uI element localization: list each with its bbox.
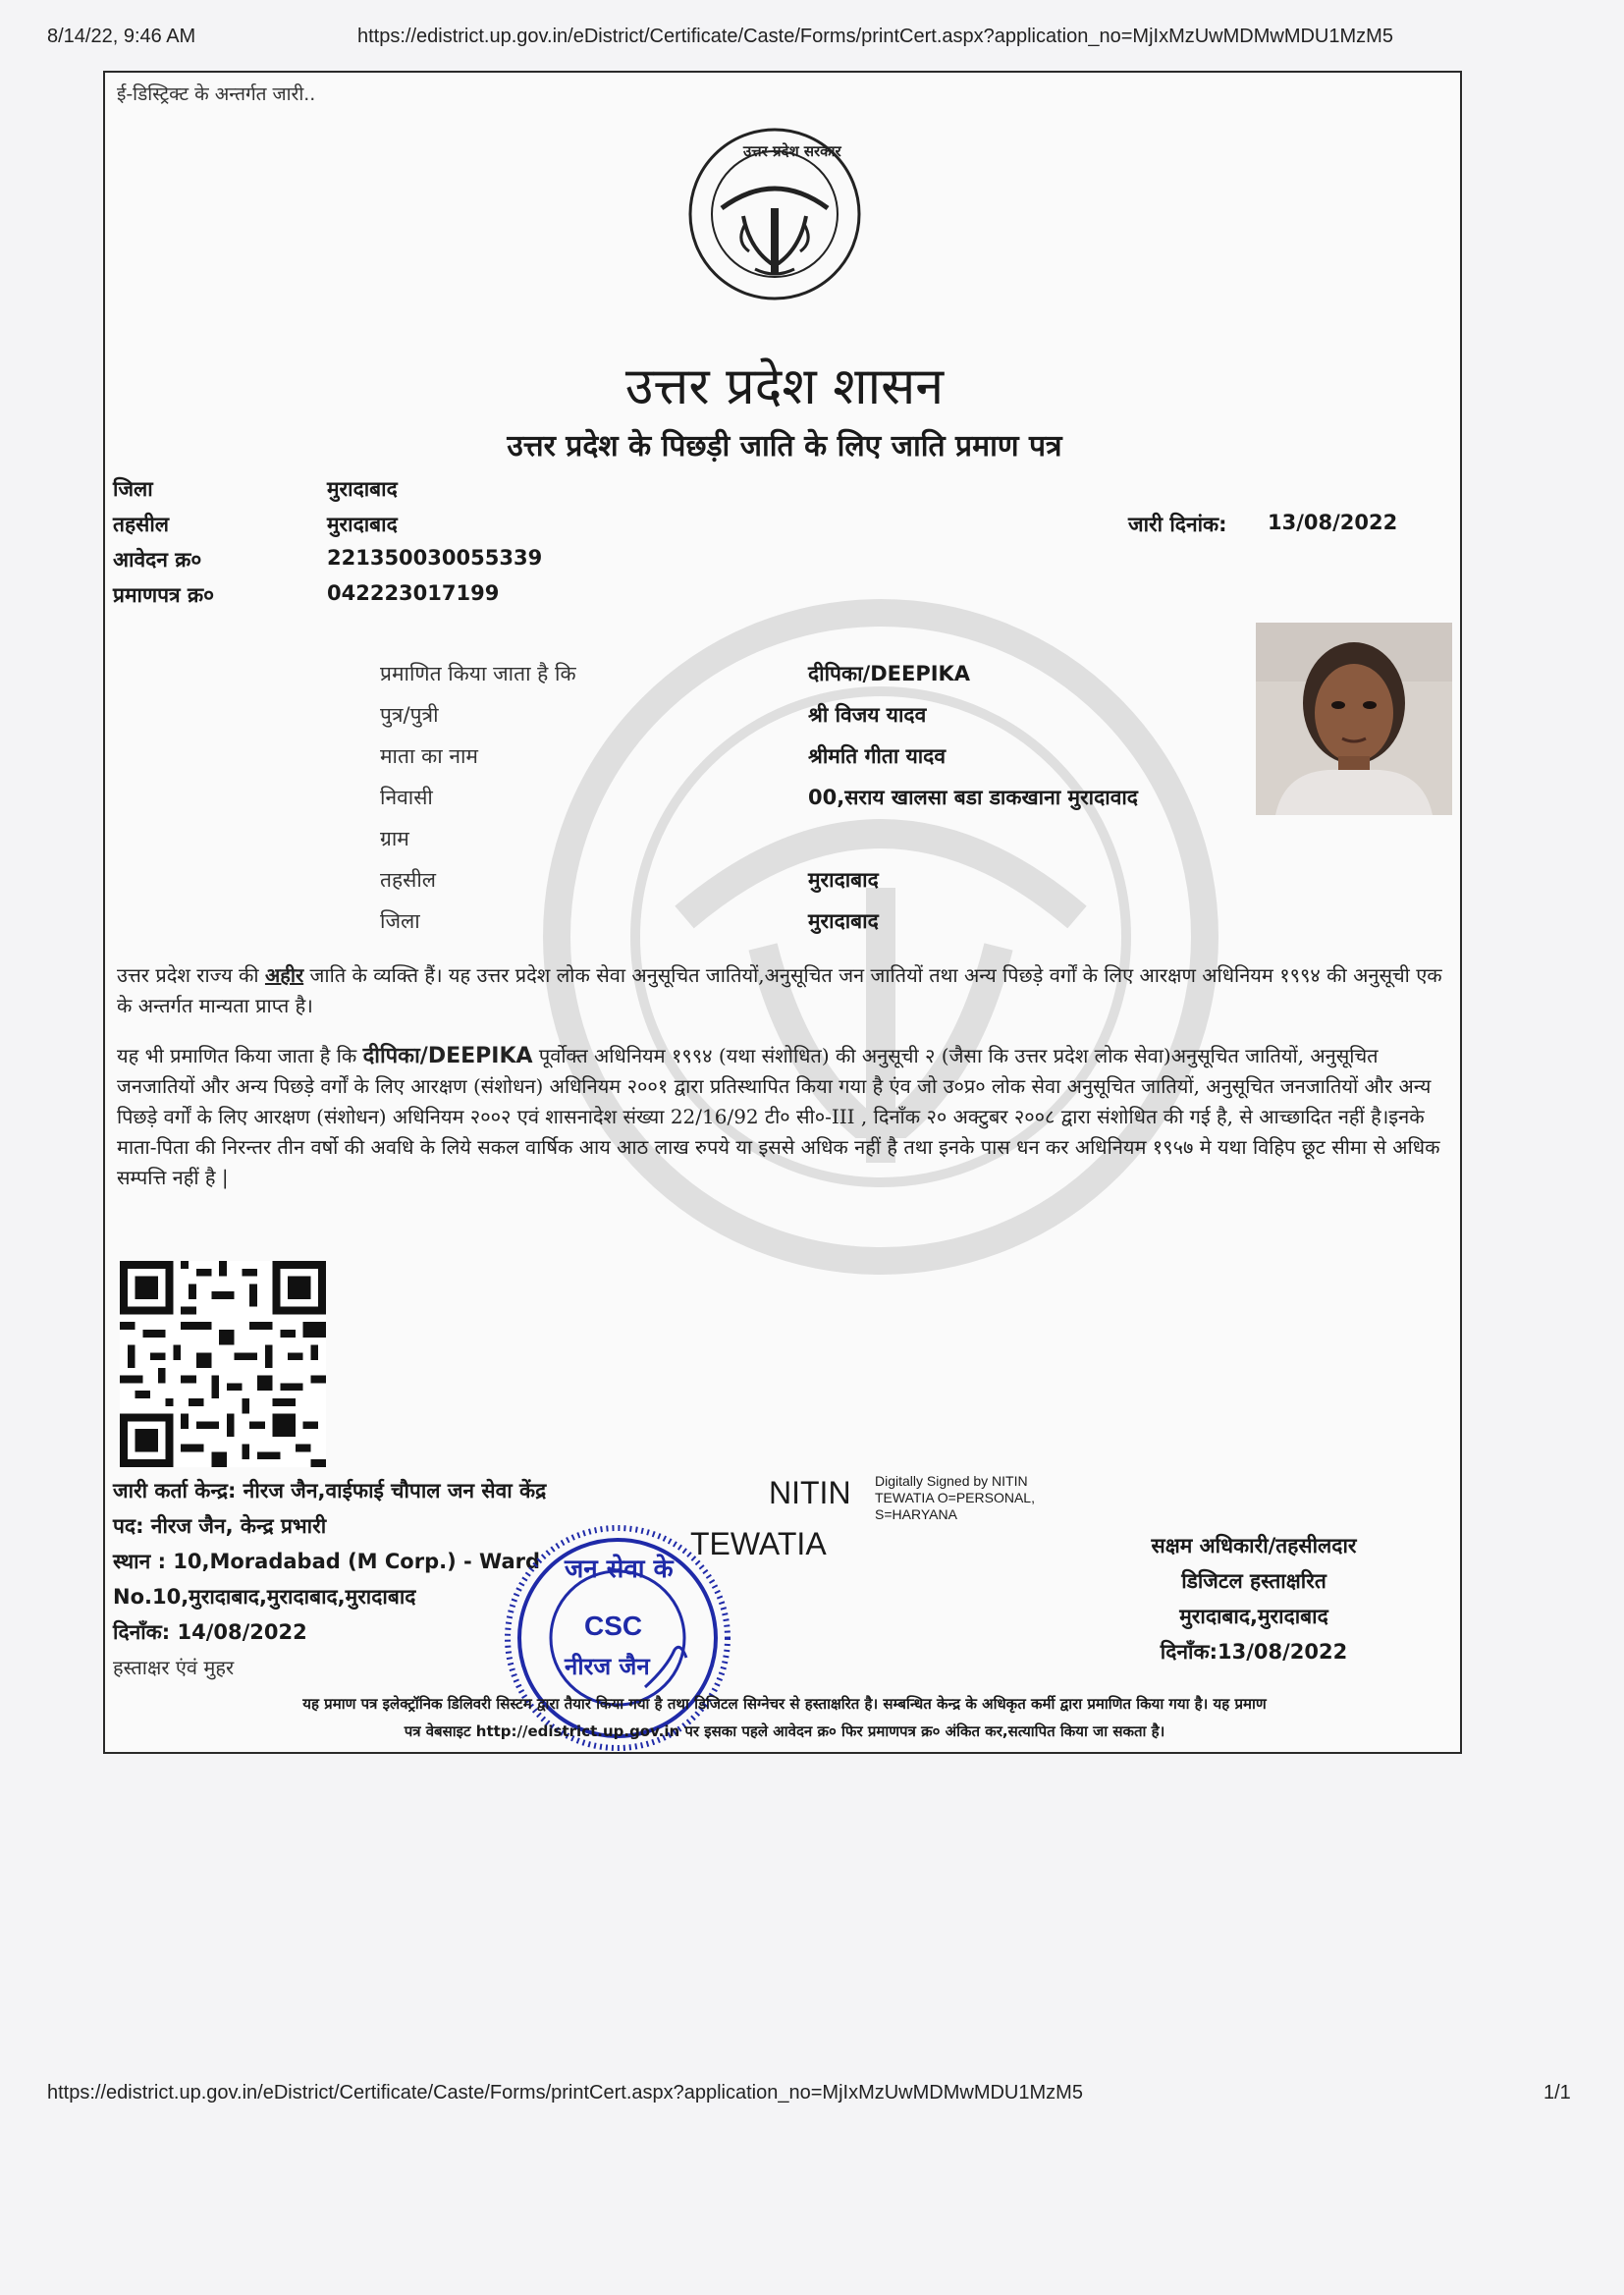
district-value: मुरादाबाद <box>327 477 398 501</box>
authority-digital-signed: डिजिटल हस्ताक्षरित <box>1181 1569 1326 1593</box>
print-url-footer: https://edistrict.up.gov.in/eDistrict/Certificate/Caste/Forms/printCert.aspx?application_no=MjIxMzUwMDMwMDU1MzM5 <box>47 2082 1083 2104</box>
authority-location: मुरादाबाद,मुरादाबाद <box>1179 1605 1328 1628</box>
field-value-address: 00,सराय खालसा बडा डाकखाना मुरादावाद <box>808 786 1138 809</box>
digital-sign-details-line3: S=HARYANA <box>875 1506 957 1522</box>
field-label-district: जिला <box>380 909 420 933</box>
certificate-title: उत्तर प्रदेश के पिछड़ी जाति के लिए जाति प्रमाण पत्र <box>507 429 1062 464</box>
digital-sign-name-line1: NITIN <box>769 1475 851 1510</box>
field-label-tehsil: तहसील <box>380 868 436 892</box>
para2-suffix: पूर्वोक्त अधिनियम १९९४ (यथा संशोधित) की अनुसूची २ (जैसा कि उत्तर प्रदेश लोक सेवा)अनुसूचित जातियों, अनुसूचित जनजातियों और अन्य पिछड़े वर्गों के लिए आरक्षण (संशोधन) अधिनियम २००१ द्वारा प्रतिस्थापित किया गया है एंव जो उ०प्र० लोक सेवा अनुसूचित जातियों, अनुसूचित जनजातियों और अन्य पिछड़े वर्गों के लिए आरक्षण (संशोधन) अधिनियम २००२ एवं शासनादेश संख्या 22/16/92 टी० सी०-III , दिनाँक २० अक्टुबर २००८ द्वारा संशोधित की गई है, से आच्छादित नहीं है।इनके माता-पिता की निरन्तर तीन वर्षो की अवधि के लिये सकल वार्षिक आय आठ लाख रुपये या इससे अधिक नहीं है तथा इनके पास धन कर अधिनियम १९५७ मे यथा विहिप छूट सीमा से अधिक सम्पत्ति नहीं है | <box>117 1044 1440 1189</box>
print-timestamp: 8/14/22, 9:46 AM <box>47 26 196 47</box>
authority-date: दिनाँक:13/08/2022 <box>1160 1640 1348 1664</box>
print-url-header: https://edistrict.up.gov.in/eDistrict/Certificate/Caste/Forms/printCert.aspx?application_no=MjIxMzUwMDMwMDU1MzM5 <box>357 26 1393 47</box>
stamp-name-text: नीरज जैन <box>565 1653 650 1680</box>
field-label-mother: माता का नाम <box>380 744 478 768</box>
caste-name: अहीर <box>264 963 304 987</box>
issuer-post: पद: नीरज जैन, केन्द्र प्रभारी <box>113 1514 327 1538</box>
verification-notice-line2: पत्र वेबसाइट http://edistrict.up.gov.in पर इसका पहले आवेदन क्र० फिर प्रमाणपत्र क्र० अंकित कर,सत्यापित किया जा सकता है। <box>404 1722 1165 1740</box>
field-value-mother: श्रीमति गीता यादव <box>808 744 947 768</box>
certificate-frame <box>103 71 1462 1754</box>
field-label-son-daughter: पुत्र/पुत्री <box>380 703 439 727</box>
issue-date-label: जारी दिनांक: <box>1128 513 1227 536</box>
certificate-number-value: 042223017199 <box>327 581 500 605</box>
para2-applicant-name: दीपिका/DEEPIKA <box>362 1044 533 1068</box>
verification-notice-line1: यह प्रमाण पत्र इलेक्ट्रॉनिक डिलिवरी सिस्टम द्वारा तैयार किया गया है तथा डिजिटल सिग्नेचर से हस्ताक्षरित है। सम्बन्धित केन्द्र के अधिकृत कर्मी द्वारा प्रमाणित किया गया है। यह प्रमाण <box>302 1695 1267 1713</box>
field-value-father: श्री विजय यादव <box>808 703 927 727</box>
district-label: जिला <box>113 477 153 501</box>
para1-prefix: उत्तर प्रदेश राज्य की <box>117 963 265 987</box>
issuer-place-line2: No.10,मुरादाबाद,मुरादाबाद,मुरादाबाद <box>113 1585 416 1609</box>
application-number-label: आवेदन क्र० <box>113 548 202 572</box>
issuer-place-line1: स्थान : 10,Moradabad (M Corp.) - Ward <box>113 1550 541 1573</box>
digital-sign-details-line1: Digitally Signed by NITIN <box>875 1473 1028 1489</box>
application-number-value: 221350030055339 <box>327 546 543 570</box>
field-value-tehsil: मुरादाबाद <box>808 868 879 892</box>
para2-prefix: यह भी प्रमाणित किया जाता है कि <box>117 1044 363 1067</box>
field-value-name: दीपिका/DEEPIKA <box>808 662 971 685</box>
eligibility-statement-paragraph <box>117 1041 1444 1193</box>
field-label-village: ग्राम <box>380 827 409 850</box>
issuing-center: जारी कर्ता केन्द्र: नीरज जैन,वाईफाई चौपाल जन सेवा केंद्र <box>113 1479 547 1503</box>
para1-suffix: जाति के व्यक्ति हैं। यह उत्तर प्रदेश लोक सेवा अनुसूचित जातियों,अनुसूचित जन जातियों तथा अन्य पिछड़े वर्गों के लिए आरक्षण अधिनियम १९९४ की अनुसूची एक के अन्तर्गत मान्यता प्राप्त है। <box>117 963 1442 1017</box>
tehsil-label: तहसील <box>113 513 169 536</box>
certificate-number-label: प्रमाणपत्र क्र० <box>113 583 215 607</box>
field-label-certified: प्रमाणित किया जाता है कि <box>380 662 576 685</box>
tehsil-value: मुरादाबाद <box>327 513 398 536</box>
qr-code-icon <box>117 1261 329 1467</box>
field-value-district: मुरादाबाद <box>808 909 879 933</box>
print-page-count: 1/1 <box>1543 2082 1571 2104</box>
caste-statement-paragraph <box>117 960 1444 1021</box>
issue-date-value: 13/08/2022 <box>1268 511 1398 534</box>
signature-seal-label: हस्ताक्षर एंवं मुहर <box>113 1656 235 1679</box>
emblem-label: उत्तर प्रदेश सरकार <box>743 142 841 160</box>
issued-under-text: ई-डिस्ट्रिक्ट के अन्तर्गत जारी.. <box>117 83 316 105</box>
government-title: उत्तर प्रदेश शासन <box>624 357 945 416</box>
issuer-date: दिनाँक: 14/08/2022 <box>113 1620 307 1644</box>
digital-sign-details-line2: TEWATIA O=PERSONAL, <box>875 1490 1035 1505</box>
applicant-photo <box>1256 623 1452 815</box>
authority-title: सक्षम अधिकारी/तहसीलदार <box>1151 1534 1357 1557</box>
digital-sign-name-line2: TEWATIA <box>690 1526 827 1561</box>
stamp-csc-text: CSC <box>584 1611 643 1641</box>
stamp-top-text: जन सेवा के <box>565 1555 674 1584</box>
field-label-resident: निवासी <box>380 786 433 809</box>
